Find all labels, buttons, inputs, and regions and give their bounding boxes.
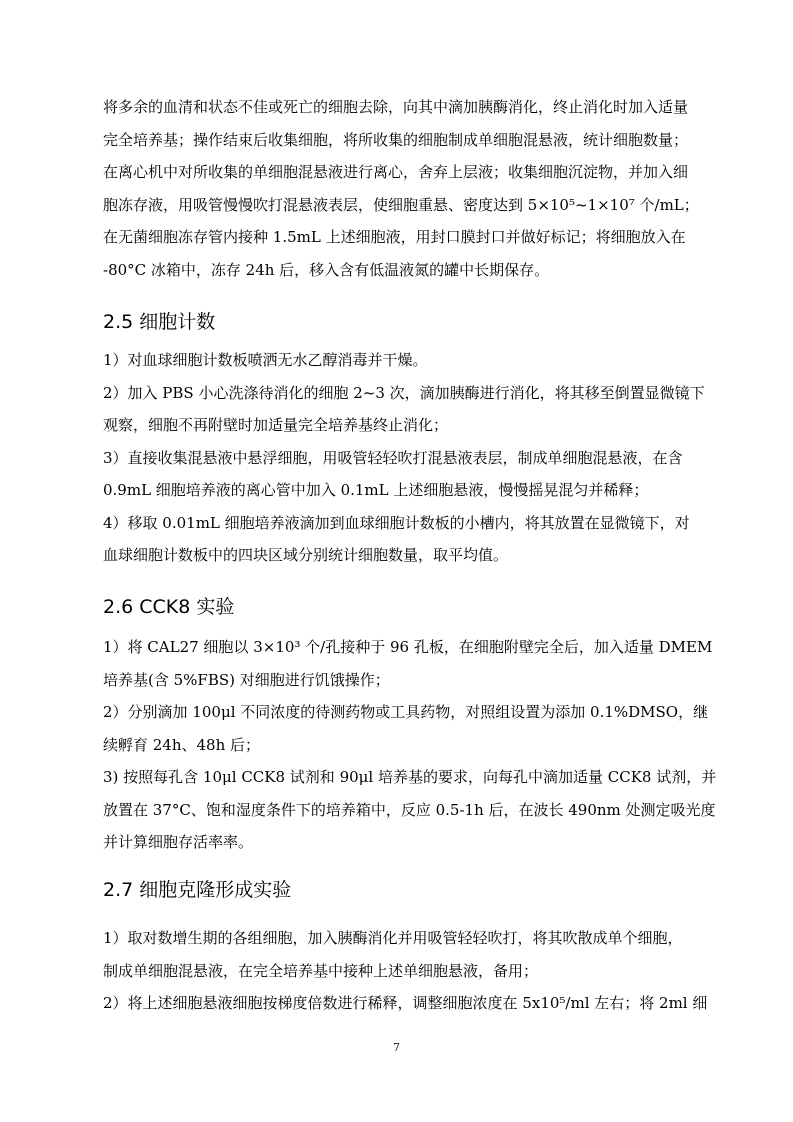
text-line: 放置在 37°C、饱和湿度条件下的培养箱中，反应 0.5-1h 后，在波长 490nm 处测定吸光度 — [103, 800, 716, 819]
section-2-7-body — [103, 922, 719, 1020]
text-line: 在无菌细胞冻存管内接种 1.5mL 上述细胞液，用封口膜封口并做好标记；将细胞放入在 — [103, 228, 686, 246]
section-heading-2-5: 2.5 细胞计数 — [103, 311, 216, 333]
text-line: 观察，细胞不再附壁时加适量完全培养基终止消化； — [103, 416, 449, 434]
text-line: 并计算细胞存活率率。 — [103, 833, 254, 851]
text-line: 0.9mL 细胞培养液的离心管中加入 0.1mL 上述细胞悬液，慢慢摇晃混匀并稀释； — [103, 481, 649, 499]
text-line: 4）移取 0.01mL 细胞培养液滴加到血球细胞计数板的小槽内，将其放置在显微镜下，对 — [103, 513, 690, 532]
text-line: 培养基(含 5%FBS) 对细胞进行饥饿操作； — [103, 670, 390, 689]
intro-paragraph — [103, 91, 719, 286]
text-line: 制成单细胞混悬液，在完全培养基中接种上述单细胞悬液，备用； — [103, 961, 539, 980]
page-number: 7 — [393, 1041, 400, 1054]
text-line: 续孵育 24h、48h 后； — [103, 735, 261, 754]
text-line: 3) 按照每孔含 10μl CCK8 试剂和 90μl 培养基的要求，向每孔中滴加适量 CCK8 试剂，并 — [103, 768, 717, 786]
text-line: 1）取对数增生期的各组细胞，加入胰酶消化并用吸管轻轻吹打，将其吹散成单个细胞， — [103, 929, 683, 947]
text-line: -80°C 冰箱中，冻存 24h 后，移入含有低温液氮的罐中长期保存。 — [103, 260, 550, 279]
text-line: 胞冻存液，用吸管慢慢吹打混悬液表层，使细胞重悬、密度达到 5×10⁵~1×10⁷ 个/mL； — [103, 195, 699, 214]
section-2-5-body — [103, 344, 719, 572]
text-line: 在离心机中对所收集的单细胞混悬液进行离心，舍弃上层液；收集细胞沉淀物，并加入细 — [103, 163, 689, 181]
text-line: 2）将上述细胞悬液细胞按梯度倍数进行稀释，调整细胞浓度在 5x10⁵/ml 左右；将 2ml 细 — [103, 994, 708, 1012]
text-line: 2）分别滴加 100μl 不同浓度的待测药物或工具药物，对照组设置为添加 0.1%DMSO，继 — [103, 703, 709, 721]
section-heading-2-7: 2.7 细胞克隆形成实验 — [103, 879, 292, 901]
text-line: 2）加入 PBS 小心洗涤待消化的细胞 2~3 次，滴加胰酶进行消化，将其移至倒置显微镜下 — [103, 383, 705, 402]
text-line: 1）将 CAL27 细胞以 3×10³ 个/孔接种于 96 孔板，在细胞附壁完全后，加入适量 DMEM — [103, 638, 713, 656]
section-heading-2-6: 2.6 CCK8 实验 — [103, 596, 235, 618]
text-line: 1）对血球细胞计数板喷洒无水乙醇消毒并干燥。 — [103, 351, 428, 369]
text-line: 完全培养基；操作结束后收集细胞，将所收集的细胞制成单细胞混悬液，统计细胞数量； — [103, 130, 689, 149]
text-line: 血球细胞计数板中的四块区域分别统计细胞数量，取平均值。 — [103, 546, 509, 564]
text-line: 将多余的血清和状态不佳或死亡的细胞去除，向其中滴加胰酶消化，终止消化时加入适量 — [103, 98, 689, 116]
section-2-6-body — [103, 631, 719, 859]
text-line: 3）直接收集混悬液中悬浮细胞，用吸管轻轻吹打混悬液表层，制成单细胞混悬液，在含 — [103, 448, 683, 467]
